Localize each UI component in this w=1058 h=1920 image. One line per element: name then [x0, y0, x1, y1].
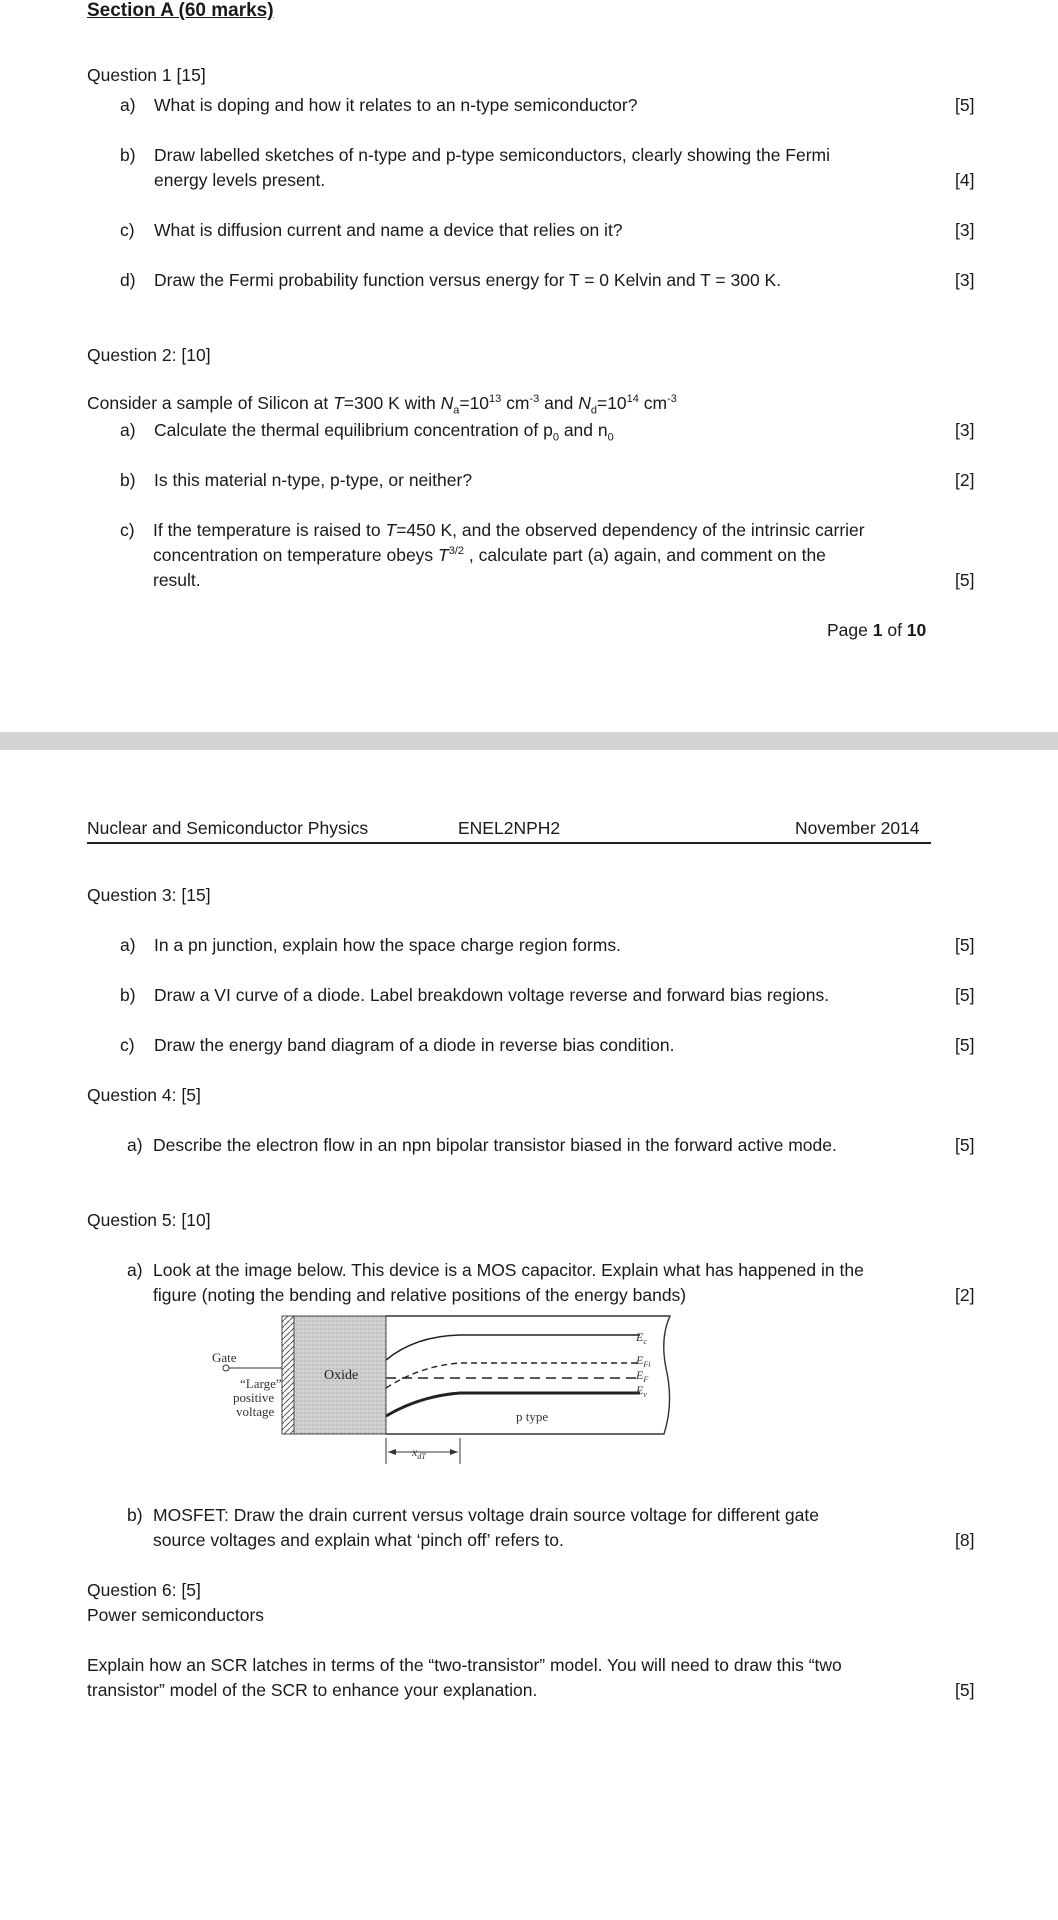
q2b-text: Is this material n-type, p-type, or neither? [154, 470, 473, 490]
q3a-text: In a pn junction, explain how the space charge region forms. [154, 935, 621, 955]
q3c-letter: c) [120, 1035, 135, 1055]
voltage-label: voltage [236, 1404, 275, 1419]
question-5-title: Question 5: [10] [87, 1210, 211, 1230]
q5a-line2: figure (noting the bending and relative positions of the energy bands) [153, 1285, 687, 1305]
q5b-line1: MOSFET: Draw the drain current versus voltage drain source voltage for different gate [153, 1505, 819, 1525]
positive-label: positive [233, 1390, 275, 1405]
q1c-text: What is diffusion current and name a device that relies on it? [154, 220, 623, 240]
question-1-title: Question 1 [15] [87, 65, 206, 85]
intrinsic-fermi-line [386, 1363, 640, 1388]
large-label: “Large” [240, 1376, 282, 1391]
q1b-line1: Draw labelled sketches of n-type and p-type semiconductors, clearly showing the Fermi [154, 145, 831, 165]
q2c-letter: c) [120, 520, 135, 540]
q6-line2: transistor” model of the SCR to enhance your explanation. [87, 1680, 538, 1700]
page-divider [0, 732, 1058, 750]
xdt-label: $x_{dT}$ [412, 1445, 426, 1461]
q3c-text: Draw the energy band diagram of a diode in reverse bias condition. [154, 1035, 675, 1055]
question-6-title: Question 6: [5] [87, 1580, 201, 1600]
q4a-mark: [5] [955, 1135, 975, 1155]
mos-capacitor-figure [200, 1308, 680, 1468]
gate-label: Gate [212, 1350, 237, 1365]
section-title: Section A (60 marks) [87, 0, 274, 21]
ptype-label: p type [516, 1409, 549, 1424]
q2b-letter: b) [120, 470, 136, 490]
q6-subtitle: Power semiconductors [87, 1605, 265, 1625]
q1a-mark: [5] [955, 95, 975, 115]
q2c-line2: concentration on temperature obeys $T^{3/2}$ , calculate part (a) again, and comment on the [153, 545, 826, 565]
q2b-mark: [2] [955, 470, 975, 490]
header-course: Nuclear and Semiconductor Physics [87, 818, 369, 838]
q5b-line2: source voltages and explain what ‘pinch off’ refers to. [153, 1530, 564, 1550]
gate-metal [282, 1316, 294, 1434]
q3c-mark: [5] [955, 1035, 975, 1055]
header-date: November 2014 [795, 818, 920, 838]
q5a-line1: Look at the image below. This device is a MOS capacitor. Explain what has happened in the [153, 1260, 864, 1280]
q4a-letter: a) [127, 1135, 143, 1155]
q1d-mark: [3] [955, 270, 975, 290]
q5a-letter: a) [127, 1260, 143, 1280]
q6-line1: Explain how an SCR latches in terms of the “two-transistor” model. You will need to draw this “two [87, 1655, 842, 1675]
q2a-mark: [3] [955, 420, 975, 440]
q1b-line2: energy levels present. [154, 170, 326, 190]
q3a-mark: [5] [955, 935, 975, 955]
q3b-letter: b) [120, 985, 136, 1005]
question-2-title: Question 2: [10] [87, 345, 211, 365]
q1d-text: Draw the Fermi probability function versus energy for T = 0 Kelvin and T = 300 K. [154, 270, 782, 290]
efi-label: $E_{Fi}$ [636, 1353, 651, 1369]
question-4-title: Question 4: [5] [87, 1085, 201, 1105]
q2c-mark: [5] [955, 570, 975, 590]
q3b-mark: [5] [955, 985, 975, 1005]
conduction-band [386, 1335, 640, 1360]
question-3-title: Question 3: [15] [87, 885, 211, 905]
q2a-letter: a) [120, 420, 136, 440]
q2c-line1: If the temperature is raised to T=450 K, and the observed dependency of the intrinsic carrier [153, 520, 865, 540]
xdt-arrow-left [388, 1449, 396, 1455]
q1c-letter: c) [120, 220, 135, 240]
q1b-mark: [4] [955, 170, 975, 190]
ec-label: $E_c$ [636, 1330, 647, 1346]
xdt-arrow-right [450, 1449, 458, 1455]
ev-label: $E_v$ [636, 1383, 647, 1399]
q6-mark: [5] [955, 1680, 975, 1700]
q2-intro: Consider a sample of Silicon at T=300 K with $N_a=10^{13}$ $cm^{-3}$ and $N_d=10^{14}$ $cm^{-3}$ [87, 393, 677, 417]
valence-band [386, 1393, 640, 1416]
oxide-label: Oxide [324, 1368, 359, 1383]
q3a-letter: a) [120, 935, 136, 955]
q5b-letter: b) [127, 1505, 143, 1525]
page-footer: Page 1 of 10 [827, 620, 927, 640]
q5a-mark: [2] [955, 1285, 975, 1305]
q1a-text: What is doping and how it relates to an n-type semiconductor? [154, 95, 638, 115]
header-code: ENEL2NPH2 [458, 818, 561, 838]
header-rule [87, 842, 931, 844]
q2c-line3: result. [153, 570, 201, 590]
q1c-mark: [3] [955, 220, 975, 240]
q1b-letter: b) [120, 145, 136, 165]
q3b-text: Draw a VI curve of a diode. Label breakdown voltage reverse and forward bias regions. [154, 985, 830, 1005]
q5b-mark: [8] [955, 1530, 975, 1550]
ef-label: $E_F$ [636, 1368, 649, 1384]
q1d-letter: d) [120, 270, 136, 290]
q2a-text: Calculate the thermal equilibrium concentration of $p_0$ and $n_0$ [154, 420, 614, 444]
gate-terminal-circle [223, 1365, 229, 1371]
q4a-text: Describe the electron flow in an npn bipolar transistor biased in the forward active mode. [153, 1135, 837, 1155]
q1a-letter: a) [120, 95, 136, 115]
